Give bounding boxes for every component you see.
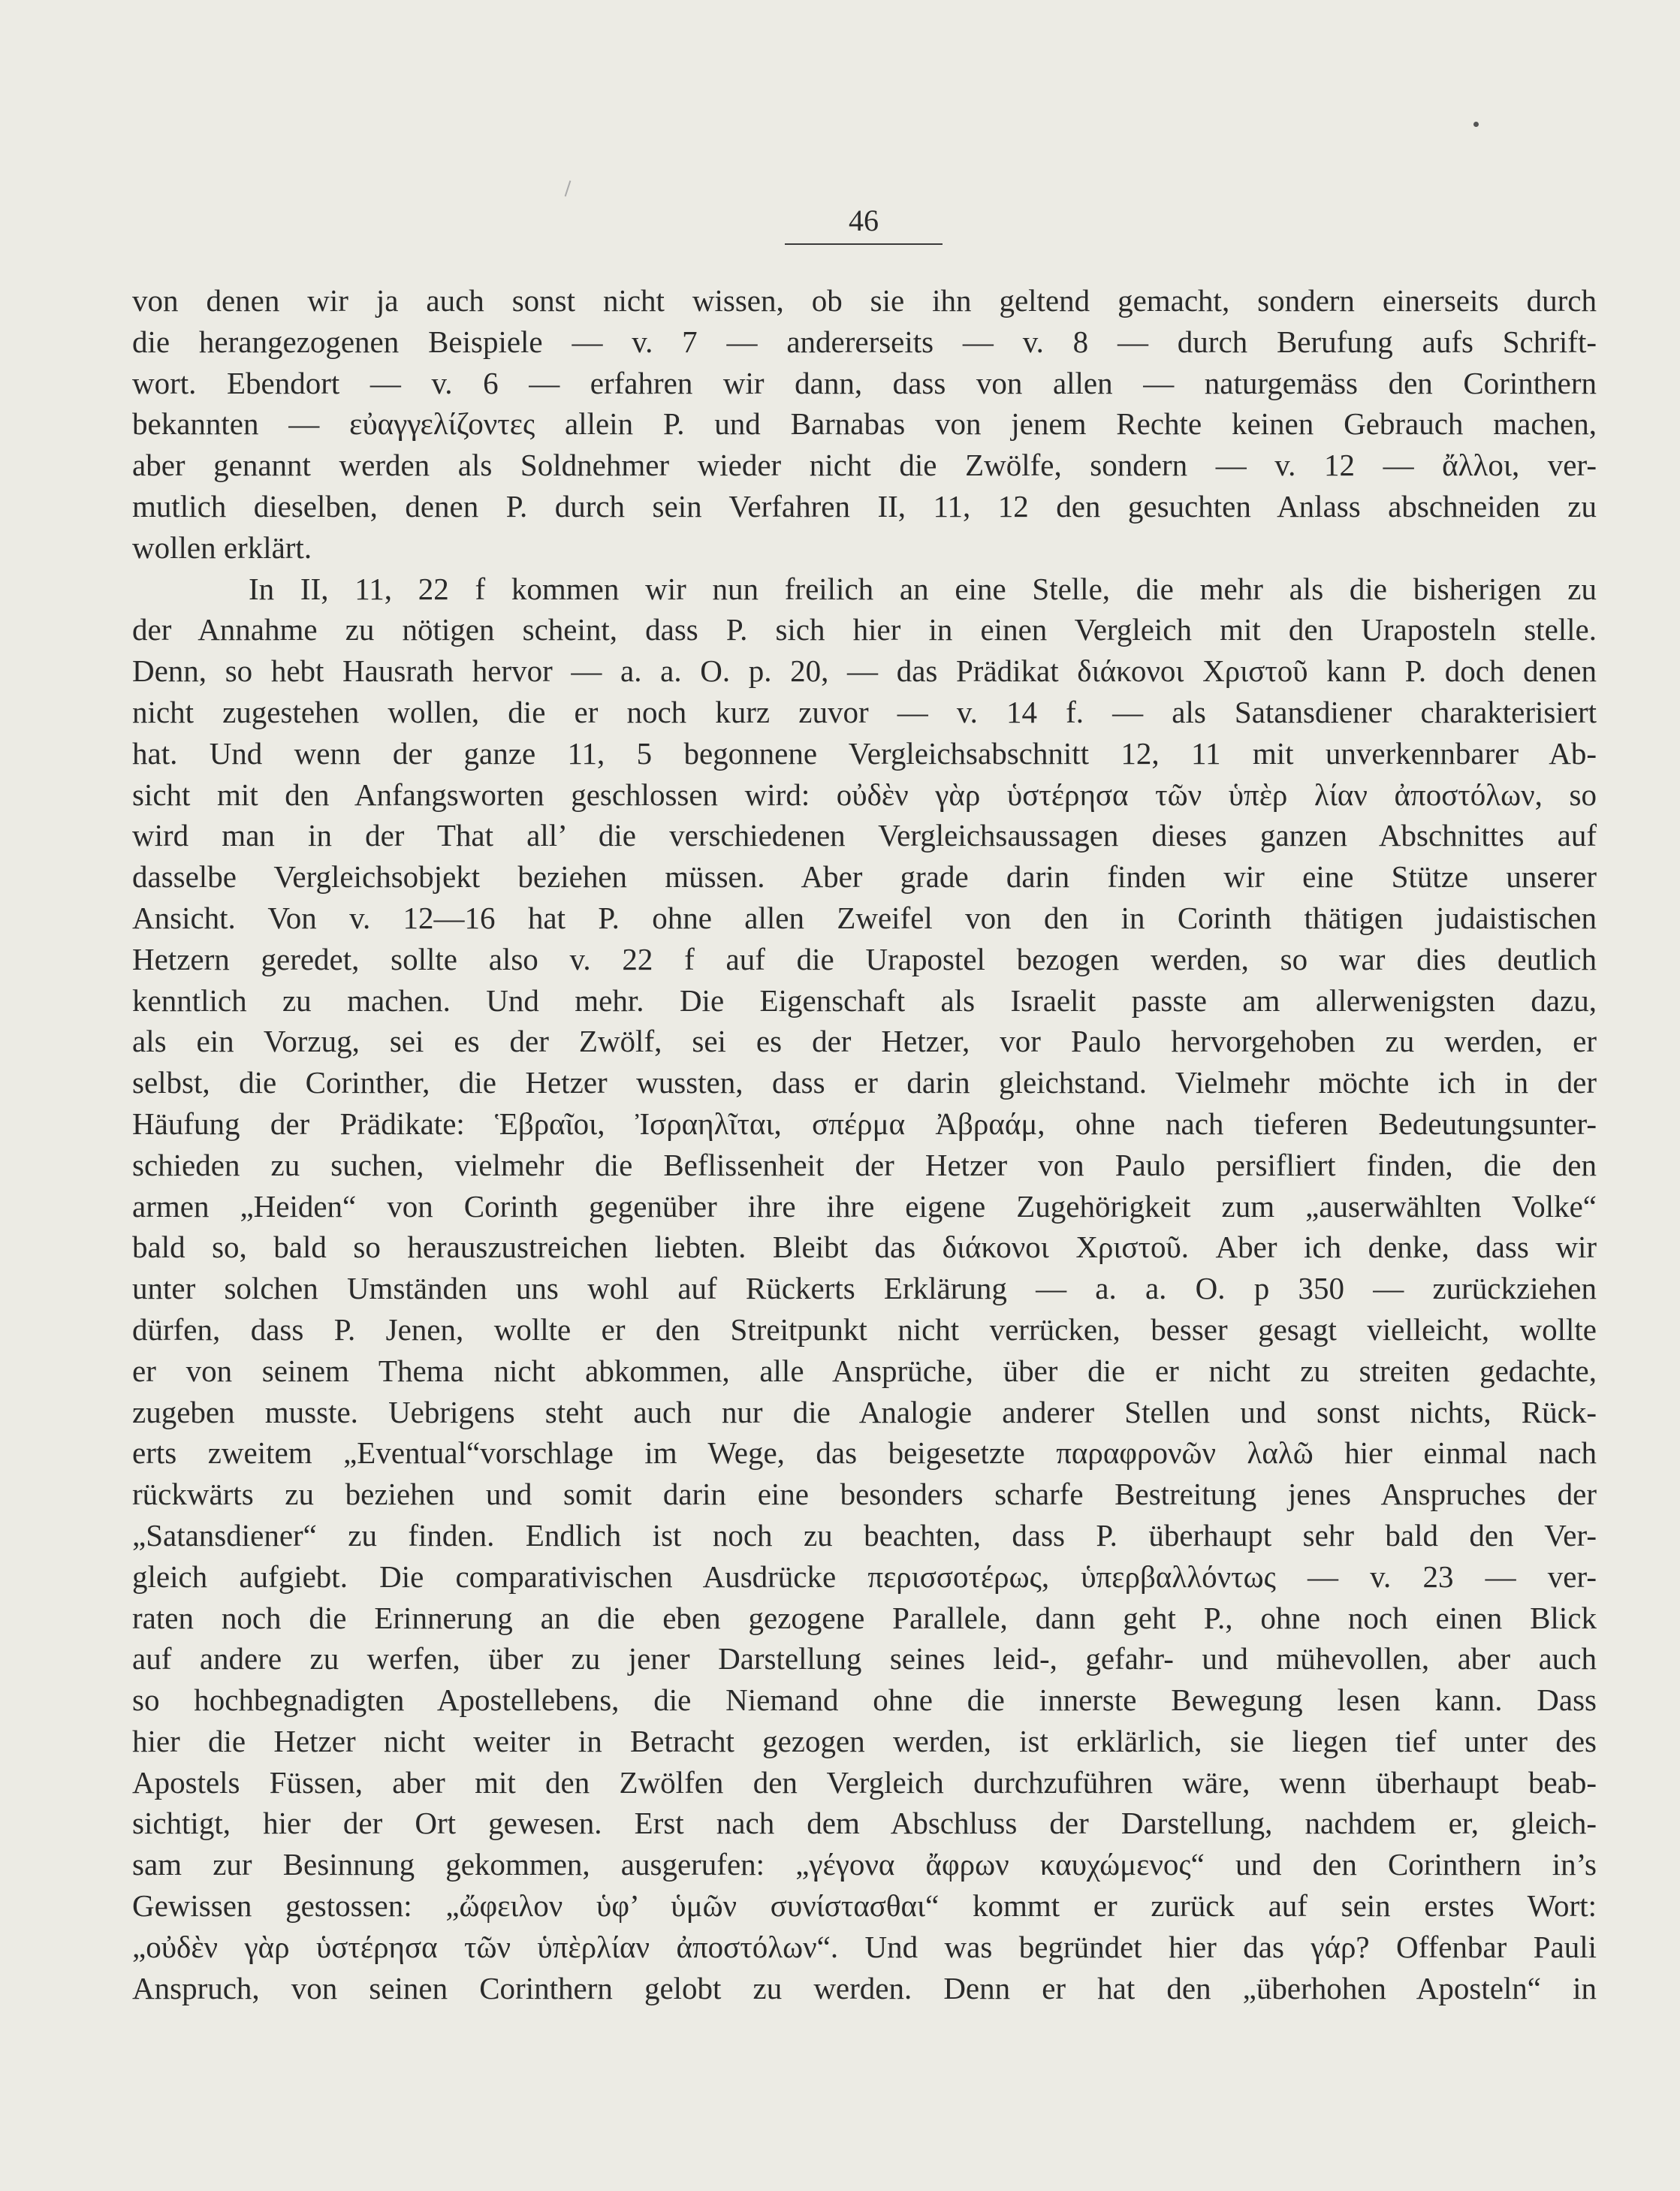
text-line: sam zur Besinnung gekommen, ausgerufen: „γέγονα ἄφρων καυχώμενος“ und den Corinthern in’s xyxy=(132,1847,1597,1882)
text-line: aber genannt werden als Soldnehmer wieder nicht die Zwölfe, sondern — v. 12 — ἄλλοι, ver- xyxy=(132,448,1597,483)
text-line: kenntlich zu machen. Und mehr. Die Eigenschaft als Israelit passte am allerwenigsten dazu, xyxy=(132,982,1597,1018)
text-body xyxy=(132,280,1597,2008)
text-line: sicht mit den Anfangsworten geschlossen wird: οὐδὲν γὰρ ὑστέρησα τῶν ὑπὲρ λίαν ἀποστόλων, so xyxy=(132,777,1597,812)
page-number: 46 xyxy=(785,203,943,245)
text-line: Häufung der Prädikate: Ἑβραῖοι, Ἰσραηλῖται, σπέρμα Ἀβραάμ, ohne nach tieferen Bedeutungsunter- xyxy=(132,1106,1597,1141)
text-line: dasselbe Vergleichsobjekt beziehen müssen. Aber grade darin finden wir eine Stütze unserer xyxy=(132,859,1597,895)
text-line: In II, 11, 22 f kommen wir nun freilich an eine Stelle, die mehr als die bisherigen zu xyxy=(249,571,1597,606)
text-line: die herangezogenen Beispiele — v. 7 — andererseits — v. 8 — durch Berufung aufs Schrift- xyxy=(132,324,1597,359)
text-line: auf andere zu werfen, über zu jener Darstellung seines leid-, gefahr- und mühevollen, aber auch xyxy=(132,1641,1597,1676)
text-line: von denen wir ja auch sonst nicht wissen, ob sie ihn geltend gemacht, sondern einerseits durch xyxy=(132,283,1597,318)
text-line: bald so, bald so herauszustreichen liebten. Bleibt das διάκονοι Χριστοῦ. Aber ich denke, dass wir xyxy=(132,1230,1597,1265)
text-line: bekannten — εὐαγγελίζοντες allein P. und Barnabas von jenem Rechte keinen Gebrauch machen, xyxy=(132,406,1597,442)
text-line: der Annahme zu nötigen scheint, dass P. sich hier in einen Vergleich mit den Uraposteln stelle. xyxy=(132,612,1597,647)
text-line: rückwärts zu beziehen und somit darin eine besonders scharfe Bestreitung jenes Anspruches der xyxy=(132,1477,1597,1512)
text-line: wollen erklärt. xyxy=(132,530,312,565)
text-line: hier die Hetzer nicht weiter in Betracht gezogen werden, ist erklärlich, sie liegen tief unter des xyxy=(132,1723,1597,1758)
text-line: Hetzern geredet, sollte also v. 22 f auf die Urapostel bezogen werden, so war dies deutlich xyxy=(132,941,1597,976)
text-line: armen „Heiden“ von Corinth gegenüber ihre ihre eigene Zugehörigkeit zum „auserwählten Volke“ xyxy=(132,1188,1597,1224)
text-line: Denn, so hebt Hausrath hervor — a. a. O. p. 20, — das Prädikat διάκονοι Χριστοῦ kann P. doch denen xyxy=(132,653,1597,689)
text-line: raten noch die Erinnerung an die eben gezogene Parallele, dann geht P., ohne noch einen Blick xyxy=(132,1600,1597,1635)
text-line: Ansicht. Von v. 12—16 hat P. ohne allen Zweifel von den in Corinth thätigen judaistischen xyxy=(132,900,1597,935)
paper-mark xyxy=(565,180,572,197)
text-line: so hochbegnadigten Apostellebens, die Niemand ohne die innerste Bewegung lesen kann. Dass xyxy=(132,1682,1597,1718)
text-line: nicht zugestehen wollen, die er noch kurz zuvor — v. 14 f. — als Satansdiener charakterisiert xyxy=(132,694,1597,729)
text-line: Anspruch, von seinen Corinthern gelobt zu werden. Denn er hat den „überhohen Aposteln“ in xyxy=(132,1970,1597,2005)
text-line: unter solchen Umständen uns wohl auf Rückerts Erklärung — a. a. O. p 350 — zurückziehen xyxy=(132,1271,1597,1306)
text-line: „οὐδὲν γὰρ ὑστέρησα τῶν ὑπὲρλίαν ἀποστόλων“. Und was begründet hier das γάρ? Offenbar Pauli xyxy=(132,1929,1597,1964)
text-line: Apostels Füssen, aber mit den Zwölfen den Vergleich durchzuführen wäre, wenn überhaupt beab- xyxy=(132,1764,1597,1800)
text-line: selbst, die Corinther, die Hetzer wussten, dass er darin gleichstand. Vielmehr möchte ich in der xyxy=(132,1065,1597,1100)
ink-speck xyxy=(1473,122,1479,127)
text-line: „Satansdiener“ zu finden. Endlich ist noch zu beachten, dass P. überhaupt sehr bald den Ver- xyxy=(132,1517,1597,1553)
text-line: er von seinem Thema nicht abkommen, alle Ansprüche, über die er nicht zu streiten gedachte, xyxy=(132,1353,1597,1388)
text-line: dürfen, dass P. Jenen, wollte er den Streitpunkt nicht verrücken, besser gesagt vielleicht, wollte xyxy=(132,1311,1597,1347)
text-line: mutlich dieselben, denen P. durch sein Verfahren II, 11, 12 den gesuchten Anlass abschneiden zu xyxy=(132,488,1597,524)
text-line: sichtigt, hier der Ort gewesen. Erst nach dem Abschluss der Darstellung, nachdem er, gleich- xyxy=(132,1806,1597,1841)
text-line: erts zweitem „Eventual“vorschlage im Wege, das beigesetzte παραφρονῶν λαλῶ hier einmal nach xyxy=(132,1435,1597,1471)
text-line: Gewissen gestossen: „ὤφειλον ὑφ’ ὑμῶν συνίστασθαι“ kommt er zurück auf sein erstes Wort: xyxy=(132,1888,1597,1924)
text-line: hat. Und wenn der ganze 11, 5 begonnene Vergleichsabschnitt 12, 11 mit unverkennbarer Ab- xyxy=(132,735,1597,771)
text-line: schieden zu suchen, vielmehr die Beflissenheit der Hetzer von Paulo persifliert finden, die den xyxy=(132,1147,1597,1182)
text-line: zugeben musste. Uebrigens steht auch nur die Analogie anderer Stellen und sonst nichts, Rück- xyxy=(132,1394,1597,1429)
text-line: als ein Vorzug, sei es der Zwölf, sei es der Hetzer, vor Paulo hervorgehoben zu werden, er xyxy=(132,1024,1597,1059)
text-line: wird man in der That all’ die verschiedenen Vergleichsaussagen dieses ganzen Abschnittes auf xyxy=(132,818,1597,853)
text-line: gleich aufgiebt. Die comparativischen Ausdrücke περισσοτέρως, ὑπερβαλλόντως — v. 23 — ver- xyxy=(132,1559,1597,1594)
text-line: wort. Ebendort — v. 6 — erfahren wir dann, dass von allen — naturgemäss den Corinthern xyxy=(132,365,1597,400)
